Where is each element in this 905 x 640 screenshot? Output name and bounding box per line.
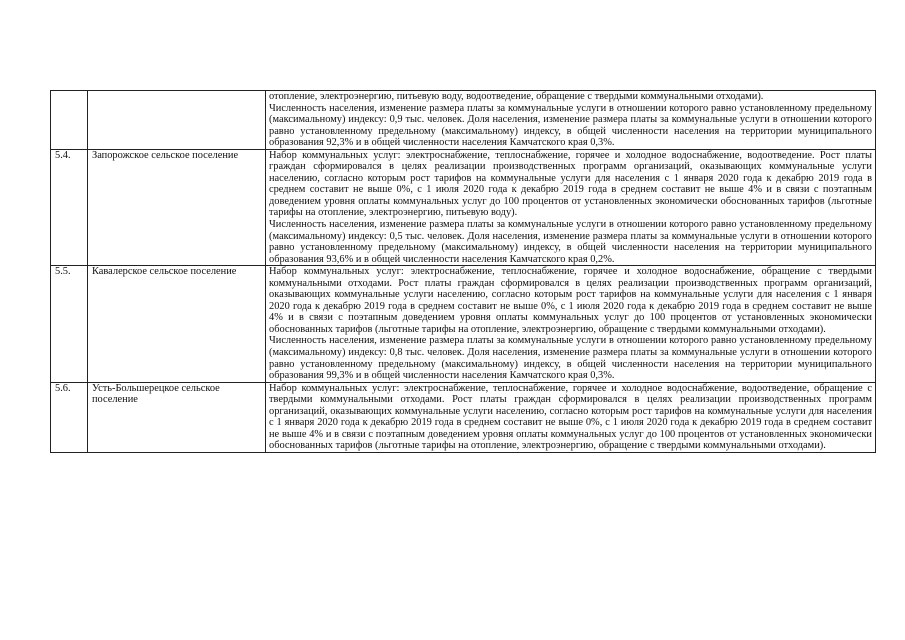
description-paragraph: Численность населения, изменение размера платы за коммунальные услуги в отношении которого равно установленному предельному (максимальному) индексу: 0,9 тыс. человек. Доля населения, изменение размера платы за коммунальные услуги в отношении которого равно установленному предельному (максимальному) индексу, в общей численности населения на территории муниципального образования 92,3% и в общей численности населения Камчатского края 0,3%.: [269, 102, 872, 149]
description-paragraph: Набор коммунальных услуг: электроснабжение, теплоснабжение, горячее и холодное водоснабжение, водоотведение, обращение с твердыми коммунальными отходами. Рост платы граждан сформировался в целях реализации производственных программ организаций, оказывающих коммунальные услуги населению, согласно которым рост тарифов на коммунальные услуги для населения с 1 января 2020 года к декабрю 2019 года в среднем составит не выше 0%, с 1 июля 2020 года к декабрю 2019 года в среднем составит не выше 4% и в связи с поэтапным доведением уровня оплаты коммунальных услуг до 100 процентов от установленных экономически обоснованных тарифов (льготные тарифы на отопление, электроэнергию, обращение с твердыми коммунальными отходами).: [269, 382, 872, 452]
row-number: [51, 91, 88, 150]
settlement-name: Усть-Большерецкое сельское поселение: [88, 382, 266, 452]
row-description: [266, 382, 876, 452]
description-paragraph: отопление, электроэнергию, питьевую воду, водоотведение, обращение с твердыми коммунальными отходами).: [269, 91, 764, 102]
row-number: 5.4.: [51, 149, 88, 265]
row-description: [266, 266, 876, 382]
table-row: [51, 149, 876, 265]
document-page: [50, 90, 876, 453]
settlements-table: [50, 90, 876, 453]
row-description: [266, 91, 876, 150]
settlement-name: Запорожское сельское поселение: [88, 149, 266, 265]
description-paragraph: Набор коммунальных услуг: электроснабжение, теплоснабжение, горячее и холодное водоснабжение, обращение с твердыми коммунальными отходами. Рост платы граждан сформировался в целях реализации производственных программ организаций, оказывающих коммунальные услуги населению, согласно которым рост тарифов на коммунальные услуги для населения с 1 января 2020 года к декабрю 2019 года в среднем составит не выше 0%, с 1 июля 2020 года к декабрю 2019 года в среднем составит не выше 4% и в связи с поэтапным доведением уровня оплаты коммунальных услуг до 100 процентов от установленных экономически обоснованных тарифов (льготные тарифы на отопление, электроэнергию, обращение с твердыми коммунальными отходами).: [269, 266, 872, 335]
settlement-name: Кавалерское сельское поселение: [88, 266, 266, 382]
description-paragraph: Набор коммунальных услуг: электроснабжение, теплоснабжение, горячее и холодное водоснабжение, водоотведение. Рост платы граждан сформировался в целях реализации производственных программ организаций, оказывающих коммунальные услуги населению, согласно которым рост тарифов на коммунальные услуги для населения с 1 января 2020 года к декабрю 2019 года в среднем составит не выше 0%, с 1 июля 2020 года к декабрю 2019 года в среднем составит не выше 4% и в связи с поэтапным доведением уровня оплаты коммунальных услуг до 100 процентов от установленных экономически обоснованных тарифов (льготные тарифы на отопление, электроэнергию, питьевую воду).: [269, 149, 872, 219]
table-row: [51, 91, 876, 150]
row-description: [266, 149, 876, 265]
row-number: 5.6.: [51, 382, 88, 452]
description-paragraph: Численность населения, изменение размера платы за коммунальные услуги в отношении которого равно установленному предельному (максимальному) индексу: 0,5 тыс. человек. Доля населения, изменение размера платы за коммунальные услуги в отношении которого равно установленному предельному (максимальному) индексу, в общей численности населения на территории муниципального образования 93,6% и в общей численности населения Камчатского края 0,2%.: [269, 219, 872, 265]
description-paragraph: Численность населения, изменение размера платы за коммунальные услуги в отношении которого равно установленному предельному (максимальному) индексу: 0,8 тыс. человек. Доля населения, изменение размера платы за коммунальные услуги в отношении которого равно установленному предельному (максимальному) индексу, в общей численности населения на территории муниципального образования 99,3% и в общей численности населения Камчатского края 0,3%.: [269, 335, 872, 382]
row-number: 5.5.: [51, 266, 88, 382]
table-row: [51, 266, 876, 382]
settlement-name: [88, 91, 266, 150]
table-row: [51, 382, 876, 452]
